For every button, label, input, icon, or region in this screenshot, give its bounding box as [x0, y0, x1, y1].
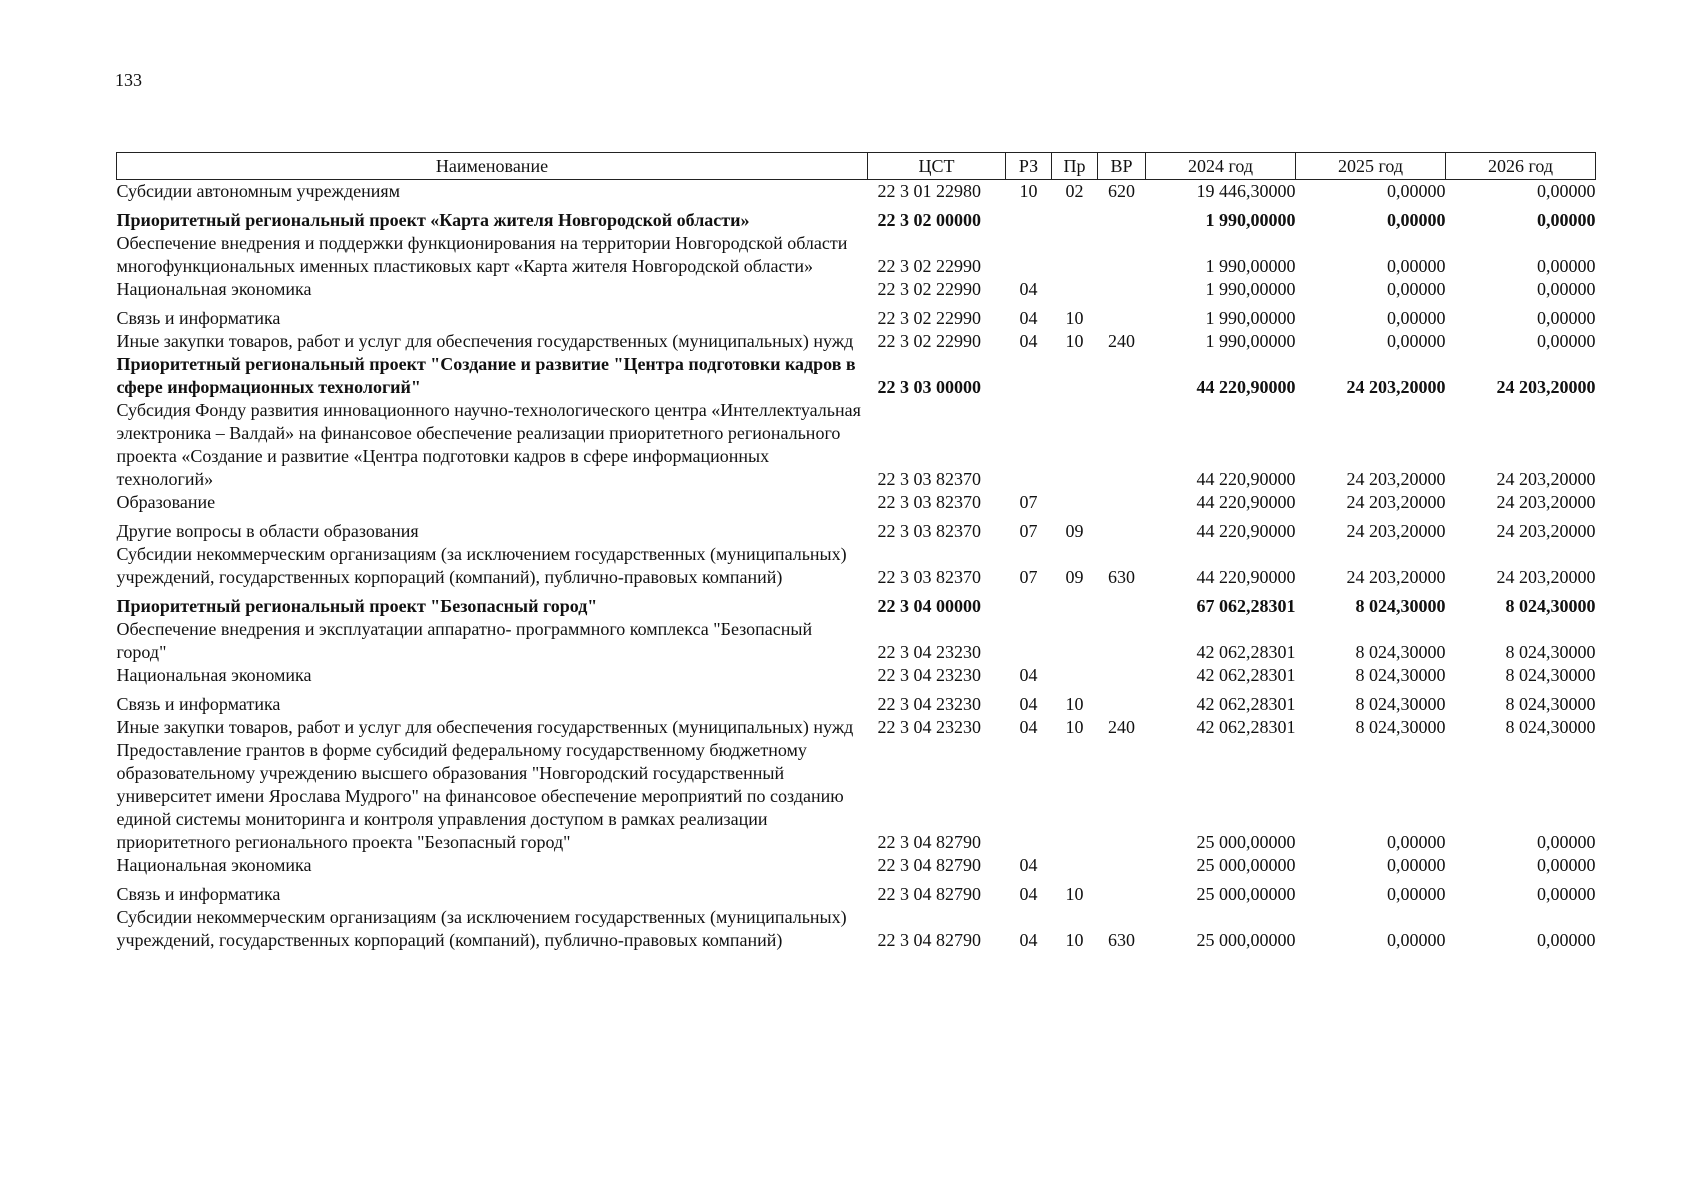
row-2025: 0,00000	[1387, 210, 1446, 230]
row-2026: 24 203,20000	[1496, 469, 1596, 489]
row-2025: 0,00000	[1387, 181, 1446, 201]
row-cst: 22 3 01 22980	[877, 181, 981, 201]
row-2026: 0,00000	[1537, 181, 1596, 201]
row-rz: 07	[1019, 492, 1038, 512]
row-2025: 8 024,30000	[1355, 596, 1446, 616]
row-2024: 44 220,90000	[1196, 521, 1296, 541]
row-cst: 22 3 04 82790	[877, 855, 981, 875]
row-vr: 630	[1108, 930, 1135, 950]
row-name: Субсидия Фонду развития инновационного научно-технологического центра «Интеллектуальная электроника – Валдай» на финансовое обеспечение реализации приоритетного регионального проекта «Создание и развитие «Центра подготовки кадров в сфере информационных технологий»	[116, 400, 861, 489]
row-rz: 07	[1019, 567, 1038, 587]
row-vr	[1098, 664, 1146, 687]
row-2024: 44 220,90000	[1196, 377, 1296, 397]
row-name: Обеспечение внедрения и эксплуатации аппаратно- программного комплекса "Безопасный город"	[116, 619, 813, 662]
row-rz: 04	[1019, 308, 1038, 328]
row-cst: 22 3 03 82370	[877, 492, 981, 512]
row-cst: 22 3 03 00000	[877, 377, 981, 397]
row-2025: 0,00000	[1387, 331, 1446, 351]
row-vr	[1098, 854, 1146, 877]
table-row	[117, 854, 1596, 877]
table-row	[117, 353, 1596, 399]
row-rz: 07	[1019, 521, 1038, 541]
row-pr	[1052, 854, 1098, 877]
row-rz	[1006, 399, 1052, 491]
row-2025: 8 024,30000	[1355, 642, 1446, 662]
row-rz: 04	[1019, 694, 1038, 714]
row-pr	[1052, 618, 1098, 664]
row-2025: 24 203,20000	[1346, 469, 1446, 489]
row-2025: 0,00000	[1387, 855, 1446, 875]
row-2026: 24 203,20000	[1496, 567, 1596, 587]
row-2024: 1 990,00000	[1205, 331, 1296, 351]
row-rz	[1006, 203, 1052, 232]
row-rz: 04	[1019, 279, 1038, 299]
row-cst: 22 3 02 22990	[877, 279, 981, 299]
row-cst: 22 3 02 22990	[877, 331, 981, 351]
row-cst: 22 3 02 22990	[877, 308, 981, 328]
row-2026: 8 024,30000	[1505, 665, 1596, 685]
row-pr	[1052, 491, 1098, 514]
row-vr	[1098, 491, 1146, 514]
row-rz: 04	[1019, 930, 1038, 950]
row-cst: 22 3 02 22990	[877, 256, 981, 276]
row-cst: 22 3 04 82790	[877, 832, 981, 852]
row-rz: 04	[1019, 884, 1038, 904]
row-2026: 24 203,20000	[1496, 492, 1596, 512]
row-pr: 10	[1065, 331, 1084, 351]
row-vr	[1098, 687, 1146, 716]
table-row	[117, 716, 1596, 739]
row-cst: 22 3 04 82790	[877, 930, 981, 950]
row-vr	[1098, 618, 1146, 664]
row-2025: 0,00000	[1387, 308, 1446, 328]
row-name: Приоритетный региональный проект "Создание и развитие "Центра подготовки кадров в сфере информационных технологий"	[116, 354, 856, 397]
row-2024: 1 990,00000	[1205, 210, 1296, 230]
row-2026: 0,00000	[1537, 832, 1596, 852]
row-cst: 22 3 03 82370	[877, 469, 981, 489]
row-rz	[1006, 353, 1052, 399]
row-2026: 0,00000	[1537, 331, 1596, 351]
row-name: Субсидии автономным учреждениям	[116, 181, 401, 201]
row-2026: 0,00000	[1537, 308, 1596, 328]
row-cst: 22 3 03 82370	[877, 567, 981, 587]
table-row	[117, 330, 1596, 353]
row-pr: 10	[1065, 694, 1084, 714]
row-2025: 0,00000	[1387, 279, 1446, 299]
row-2026: 8 024,30000	[1505, 596, 1596, 616]
row-2025: 24 203,20000	[1346, 377, 1446, 397]
row-2024: 25 000,00000	[1196, 832, 1296, 852]
row-2024: 1 990,00000	[1205, 279, 1296, 299]
row-pr: 10	[1065, 930, 1084, 950]
row-cst: 22 3 04 00000	[877, 596, 981, 616]
row-2026: 0,00000	[1537, 855, 1596, 875]
row-rz: 04	[1019, 331, 1038, 351]
row-vr	[1098, 353, 1146, 399]
row-2025: 24 203,20000	[1346, 567, 1446, 587]
row-cst: 22 3 04 23230	[877, 717, 981, 737]
row-name: Национальная экономика	[116, 279, 312, 299]
row-2024: 44 220,90000	[1196, 567, 1296, 587]
row-2024: 19 446,30000	[1196, 181, 1296, 201]
row-vr: 240	[1108, 717, 1135, 737]
row-pr: 09	[1065, 567, 1084, 587]
header-cst: ЦСТ	[868, 153, 1006, 180]
header-2025: 2025 год	[1296, 153, 1446, 180]
row-pr	[1052, 739, 1098, 854]
table-row	[117, 203, 1596, 232]
row-2025: 8 024,30000	[1355, 665, 1446, 685]
row-rz	[1006, 589, 1052, 618]
row-2025: 0,00000	[1387, 930, 1446, 950]
row-pr	[1052, 232, 1098, 278]
row-2024: 44 220,90000	[1196, 492, 1296, 512]
row-rz: 04	[1019, 665, 1038, 685]
header-name: Наименование	[117, 153, 868, 180]
header-2026: 2026 год	[1446, 153, 1596, 180]
row-2024: 42 062,28301	[1196, 694, 1296, 714]
row-vr	[1098, 203, 1146, 232]
row-vr: 240	[1108, 331, 1135, 351]
table-row	[117, 491, 1596, 514]
table-row	[117, 589, 1596, 618]
row-2026: 24 203,20000	[1496, 377, 1596, 397]
row-pr: 10	[1065, 884, 1084, 904]
row-cst: 22 3 03 82370	[877, 521, 981, 541]
row-2024: 1 990,00000	[1205, 256, 1296, 276]
row-2024: 25 000,00000	[1196, 884, 1296, 904]
row-vr	[1098, 301, 1146, 330]
header-rz: РЗ	[1006, 153, 1052, 180]
row-name: Иные закупки товаров, работ и услуг для обеспечения государственных (муниципальных) нужд	[116, 331, 854, 351]
table-row	[117, 301, 1596, 330]
row-pr	[1052, 203, 1098, 232]
row-vr: 620	[1108, 181, 1135, 201]
row-pr	[1052, 399, 1098, 491]
row-pr	[1052, 278, 1098, 301]
row-pr	[1052, 664, 1098, 687]
row-2024: 1 990,00000	[1205, 308, 1296, 328]
header-vr: ВР	[1098, 153, 1146, 180]
row-cst: 22 3 04 23230	[877, 665, 981, 685]
row-2024: 44 220,90000	[1196, 469, 1296, 489]
table-row	[117, 739, 1596, 854]
table-row	[117, 877, 1596, 906]
row-name: Национальная экономика	[116, 855, 312, 875]
row-vr	[1098, 589, 1146, 618]
table-row	[117, 687, 1596, 716]
row-2025: 0,00000	[1387, 256, 1446, 276]
row-name: Субсидии некоммерческим организациям (за исключением государственных (муниципальных) учреждений, государственных корпораций (компаний), публично-правовых компаний)	[116, 907, 847, 950]
row-name: Связь и информатика	[116, 694, 281, 714]
row-vr	[1098, 739, 1146, 854]
header-2024: 2024 год	[1146, 153, 1296, 180]
row-pr: 10	[1065, 308, 1084, 328]
table-row	[117, 514, 1596, 543]
table-header	[117, 153, 1596, 180]
row-name: Национальная экономика	[116, 665, 312, 685]
table-row	[117, 906, 1596, 952]
row-2024: 25 000,00000	[1196, 930, 1296, 950]
row-name: Связь и информатика	[116, 884, 281, 904]
row-name: Связь и информатика	[116, 308, 281, 328]
row-pr	[1052, 589, 1098, 618]
row-2025: 24 203,20000	[1346, 521, 1446, 541]
row-name: Приоритетный региональный проект "Безопасный город"	[116, 596, 598, 616]
row-2026: 0,00000	[1537, 279, 1596, 299]
row-name: Субсидии некоммерческим организациям (за исключением государственных (муниципальных) учреждений, государственных корпораций (компаний), публично-правовых компаний)	[116, 544, 847, 587]
row-name: Иные закупки товаров, работ и услуг для обеспечения государственных (муниципальных) нужд	[116, 717, 854, 737]
row-2025: 24 203,20000	[1346, 492, 1446, 512]
row-2024: 42 062,28301	[1196, 642, 1296, 662]
row-cst: 22 3 04 23230	[877, 694, 981, 714]
row-pr	[1052, 353, 1098, 399]
budget-table	[116, 152, 1596, 952]
table-row	[117, 618, 1596, 664]
row-2026: 0,00000	[1537, 930, 1596, 950]
row-name: Другие вопросы в области образования	[116, 521, 419, 541]
table-row	[117, 664, 1596, 687]
row-2025: 8 024,30000	[1355, 717, 1446, 737]
row-rz	[1006, 739, 1052, 854]
header-pr: Пр	[1052, 153, 1098, 180]
table-row	[117, 278, 1596, 301]
row-vr	[1098, 399, 1146, 491]
row-2026: 8 024,30000	[1505, 717, 1596, 737]
row-name: Приоритетный региональный проект «Карта жителя Новгородской области»	[116, 210, 750, 230]
table-row	[117, 399, 1596, 491]
row-pr: 02	[1065, 181, 1084, 201]
row-name: Обеспечение внедрения и поддержки функционирования на территории Новгородской области многофункциональных именных пластиковых карт «Карта жителя Новгородской области»	[116, 233, 848, 276]
row-rz: 10	[1019, 181, 1038, 201]
row-2025: 0,00000	[1387, 884, 1446, 904]
row-rz	[1006, 232, 1052, 278]
row-2026: 0,00000	[1537, 884, 1596, 904]
row-name: Предоставление грантов в форме субсидий федеральному государственному бюджетному образовательному учреждению высшего образования "Новгородский государственный университет имени Ярослава Мудрого" на финансовое обеспечение мероприятий по созданию единой системы мониторинга и контроля управления доступом в рамках реализации приоритетного регионального проекта "Безопасный город"	[116, 740, 844, 852]
row-vr: 630	[1108, 567, 1135, 587]
row-2026: 8 024,30000	[1505, 694, 1596, 714]
row-rz	[1006, 618, 1052, 664]
row-vr	[1098, 514, 1146, 543]
page-number: 133	[115, 70, 142, 90]
row-vr	[1098, 877, 1146, 906]
row-rz: 04	[1019, 717, 1038, 737]
row-vr	[1098, 278, 1146, 301]
row-2026: 24 203,20000	[1496, 521, 1596, 541]
table-row	[117, 232, 1596, 278]
row-cst: 22 3 04 23230	[877, 642, 981, 662]
row-pr: 10	[1065, 717, 1084, 737]
row-2024: 67 062,28301	[1196, 596, 1296, 616]
row-vr	[1098, 232, 1146, 278]
row-cst: 22 3 02 00000	[877, 210, 981, 230]
table-row	[117, 180, 1596, 204]
row-pr: 09	[1065, 521, 1084, 541]
row-cst: 22 3 04 82790	[877, 884, 981, 904]
row-rz: 04	[1019, 855, 1038, 875]
row-2026: 0,00000	[1537, 256, 1596, 276]
table-body	[117, 180, 1596, 953]
table-row	[117, 543, 1596, 589]
row-2026: 8 024,30000	[1505, 642, 1596, 662]
row-2025: 8 024,30000	[1355, 694, 1446, 714]
row-2024: 42 062,28301	[1196, 717, 1296, 737]
row-2024: 42 062,28301	[1196, 665, 1296, 685]
row-2025: 0,00000	[1387, 832, 1446, 852]
header-row	[117, 153, 1596, 180]
row-name: Образование	[116, 492, 216, 512]
row-2024: 25 000,00000	[1196, 855, 1296, 875]
row-2026: 0,00000	[1537, 210, 1596, 230]
